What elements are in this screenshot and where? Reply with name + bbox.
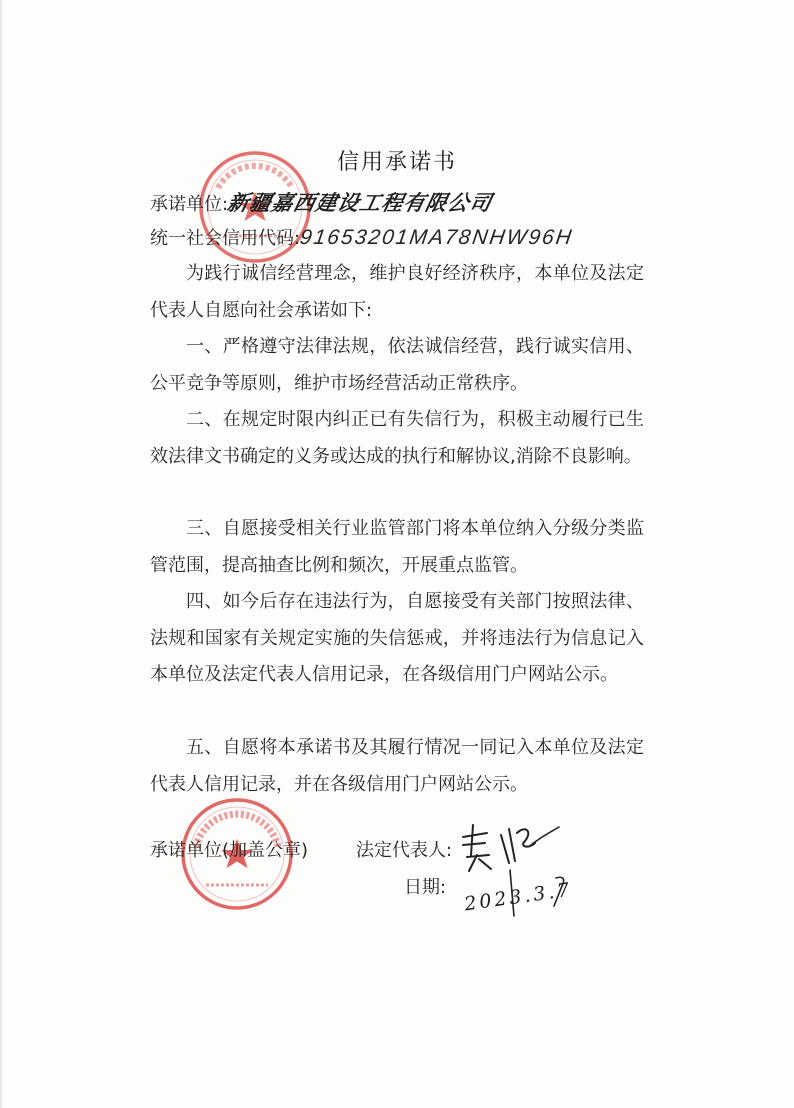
- paragraph-item-3: 三、自愿接受相关行业监管部门将本单位纳入分级分类监管范围，提高抽查比例和频次，开展重点监管。: [150, 518, 644, 576]
- credit-code-handwritten-value: 91653201MA78NHW96H: [298, 226, 575, 249]
- credit-code-label: 统一社会信用代码:: [150, 228, 301, 249]
- unit-seal-label: 承诺单位(加盖公章): [150, 840, 309, 861]
- paragraph-item-2: 二、在规定时限内纠正已有失信行为，积极主动履行已生效法律文书确定的义务或达成的执行和解协议,消除不良影响。: [150, 409, 644, 467]
- paragraph-item-4: 四、如今后存在违法行为，自愿接受有关部门按照法律、法规和国家有关规定实施的失信惩戒，并将违法行为信息记入本单位及法定代表人信用记录，在各级信用门户网站公示。: [150, 591, 644, 685]
- handwritten-date: [462, 864, 572, 920]
- paragraph-item-1: 一、严格遵守法律法规，依法诚信经营，践行诚实信用、公平竞争等原则，维护市场经营活动正常秩序。: [150, 336, 644, 394]
- paragraph-item-5: 五、自愿将本承诺书及其履行情况一同记入本单位及法定代表人信用记录，并在各级信用门户网站公示。: [150, 737, 644, 795]
- paragraph-intro: 为践行诚信经营理念，维护良好经济秩序，本单位及法定代表人自愿向社会承诺如下:: [150, 263, 644, 321]
- handwritten-date-text: 2023.3.7: [462, 878, 574, 916]
- legal-rep-label: 法定代表人:: [356, 840, 453, 861]
- document-title: 信用承诺书: [336, 150, 457, 175]
- unit-label: 承诺单位:: [150, 194, 229, 215]
- unit-handwritten-value: 新疆嘉西建设工程有限公司: [225, 190, 495, 215]
- credit-code-line: [150, 224, 573, 250]
- unit-line: [150, 187, 495, 217]
- date-label: 日期:: [404, 877, 447, 898]
